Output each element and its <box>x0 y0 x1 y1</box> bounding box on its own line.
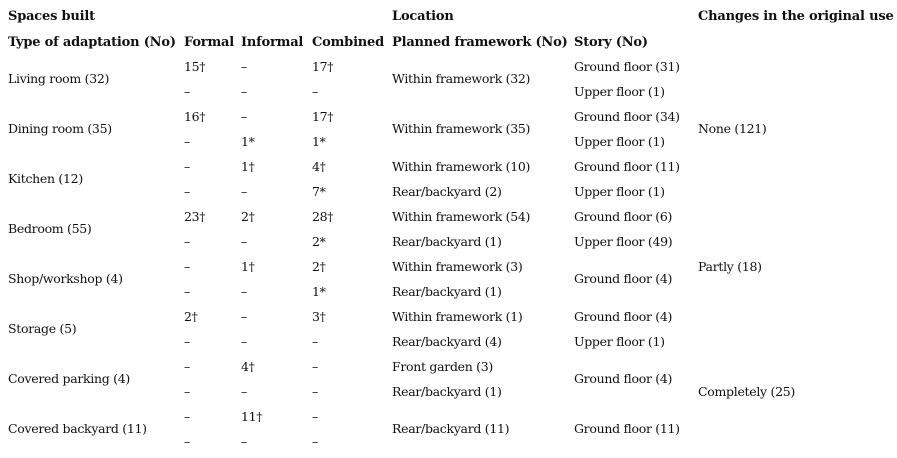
cell-informal: – <box>241 234 247 249</box>
cell-informal: – <box>241 84 247 99</box>
cell-formal: 16† <box>184 109 206 124</box>
row-label-storage: Storage (5) <box>8 321 77 336</box>
cell-combined: – <box>312 384 318 399</box>
cell-informal: – <box>241 59 247 74</box>
cell-combined: – <box>312 434 318 449</box>
cell-story: Upper floor (49) <box>574 234 673 249</box>
cell-planned-framework: Within framework (32) <box>392 71 531 86</box>
cell-informal: 4† <box>241 359 255 374</box>
row-label-covered-parking: Covered parking (4) <box>8 371 130 386</box>
row-label-living-room: Living room (32) <box>8 71 110 86</box>
group-header-changes: Changes in the original use <box>698 9 894 24</box>
cell-planned-framework: Within framework (10) <box>392 159 531 174</box>
cell-planned-framework: Rear/backyard (2) <box>392 184 502 199</box>
cell-informal: – <box>241 184 247 199</box>
cell-story: Upper floor (1) <box>574 334 665 349</box>
cell-formal: – <box>184 134 190 149</box>
cell-formal: – <box>184 184 190 199</box>
cell-formal: 15† <box>184 59 206 74</box>
cell-changes-partly: Partly (18) <box>698 259 762 274</box>
cell-story: Upper floor (1) <box>574 84 665 99</box>
cell-formal: – <box>184 359 190 374</box>
cell-formal: – <box>184 409 190 424</box>
cell-planned-framework: Rear/backyard (1) <box>392 284 502 299</box>
cell-combined: – <box>312 334 318 349</box>
cell-informal: – <box>241 434 247 449</box>
cell-planned-framework: Rear/backyard (4) <box>392 334 502 349</box>
cell-story: Ground floor (11) <box>574 421 680 436</box>
cell-informal: 1* <box>241 134 255 149</box>
cell-combined: 2* <box>312 234 326 249</box>
column-header-type: Type of adaptation (No) <box>8 35 176 50</box>
cell-planned-framework: Within framework (35) <box>392 121 531 136</box>
group-header-location: Location <box>392 9 454 24</box>
cell-informal: 1† <box>241 159 255 174</box>
cell-story: Ground floor (11) <box>574 159 680 174</box>
cell-formal: 23† <box>184 209 206 224</box>
cell-combined: 4† <box>312 159 326 174</box>
column-header-combined: Combined <box>312 35 385 50</box>
cell-informal: – <box>241 384 247 399</box>
column-header-planned-framework: Planned framework (No) <box>392 35 568 50</box>
cell-combined: 17† <box>312 59 334 74</box>
row-label-covered-backyard: Covered backyard (11) <box>8 421 147 436</box>
cell-changes-completely: Completely (25) <box>698 384 795 399</box>
cell-informal: 11† <box>241 409 263 424</box>
group-header-spaces-built: Spaces built <box>8 9 95 24</box>
cell-formal: 2† <box>184 309 198 324</box>
cell-formal: – <box>184 159 190 174</box>
cell-formal: – <box>184 234 190 249</box>
cell-combined: 2† <box>312 259 326 274</box>
cell-planned-framework: Rear/backyard (11) <box>392 421 510 436</box>
cell-story: Ground floor (34) <box>574 109 680 124</box>
cell-formal: – <box>184 434 190 449</box>
cell-formal: – <box>184 259 190 274</box>
cell-combined: 28† <box>312 209 334 224</box>
cell-story: Upper floor (1) <box>574 134 665 149</box>
column-header-formal: Formal <box>184 35 234 50</box>
cell-formal: – <box>184 384 190 399</box>
cell-story: Ground floor (6) <box>574 209 673 224</box>
cell-story: Ground floor (4) <box>574 271 673 286</box>
cell-planned-framework: Within framework (1) <box>392 309 523 324</box>
cell-planned-framework: Rear/backyard (1) <box>392 384 502 399</box>
cell-informal: 2† <box>241 209 255 224</box>
cell-planned-framework: Within framework (3) <box>392 259 523 274</box>
cell-combined: 1* <box>312 134 326 149</box>
cell-formal: – <box>184 84 190 99</box>
cell-story: Upper floor (1) <box>574 184 665 199</box>
cell-formal: – <box>184 334 190 349</box>
column-header-informal: Informal <box>241 35 304 50</box>
cell-combined: – <box>312 359 318 374</box>
cell-planned-framework: Rear/backyard (1) <box>392 234 502 249</box>
cell-story: Ground floor (4) <box>574 371 673 386</box>
cell-informal: – <box>241 284 247 299</box>
cell-combined: – <box>312 409 318 424</box>
cell-changes-none: None (121) <box>698 121 767 136</box>
cell-story: Ground floor (31) <box>574 59 680 74</box>
cell-combined: 7* <box>312 184 326 199</box>
cell-story: Ground floor (4) <box>574 309 673 324</box>
cell-combined: 1* <box>312 284 326 299</box>
cell-planned-framework: Within framework (54) <box>392 209 531 224</box>
row-label-shop-workshop: Shop/workshop (4) <box>8 271 123 286</box>
cell-informal: 1† <box>241 259 255 274</box>
cell-informal: – <box>241 309 247 324</box>
cell-informal: – <box>241 334 247 349</box>
column-header-story: Story (No) <box>574 35 648 50</box>
cell-combined: 3† <box>312 309 326 324</box>
row-label-bedroom: Bedroom (55) <box>8 221 92 236</box>
cell-formal: – <box>184 284 190 299</box>
cell-informal: – <box>241 109 247 124</box>
cell-combined: 17† <box>312 109 334 124</box>
row-label-kitchen: Kitchen (12) <box>8 171 83 186</box>
row-label-dining-room: Dining room (35) <box>8 121 112 136</box>
cell-combined: – <box>312 84 318 99</box>
cell-planned-framework: Front garden (3) <box>392 359 493 374</box>
